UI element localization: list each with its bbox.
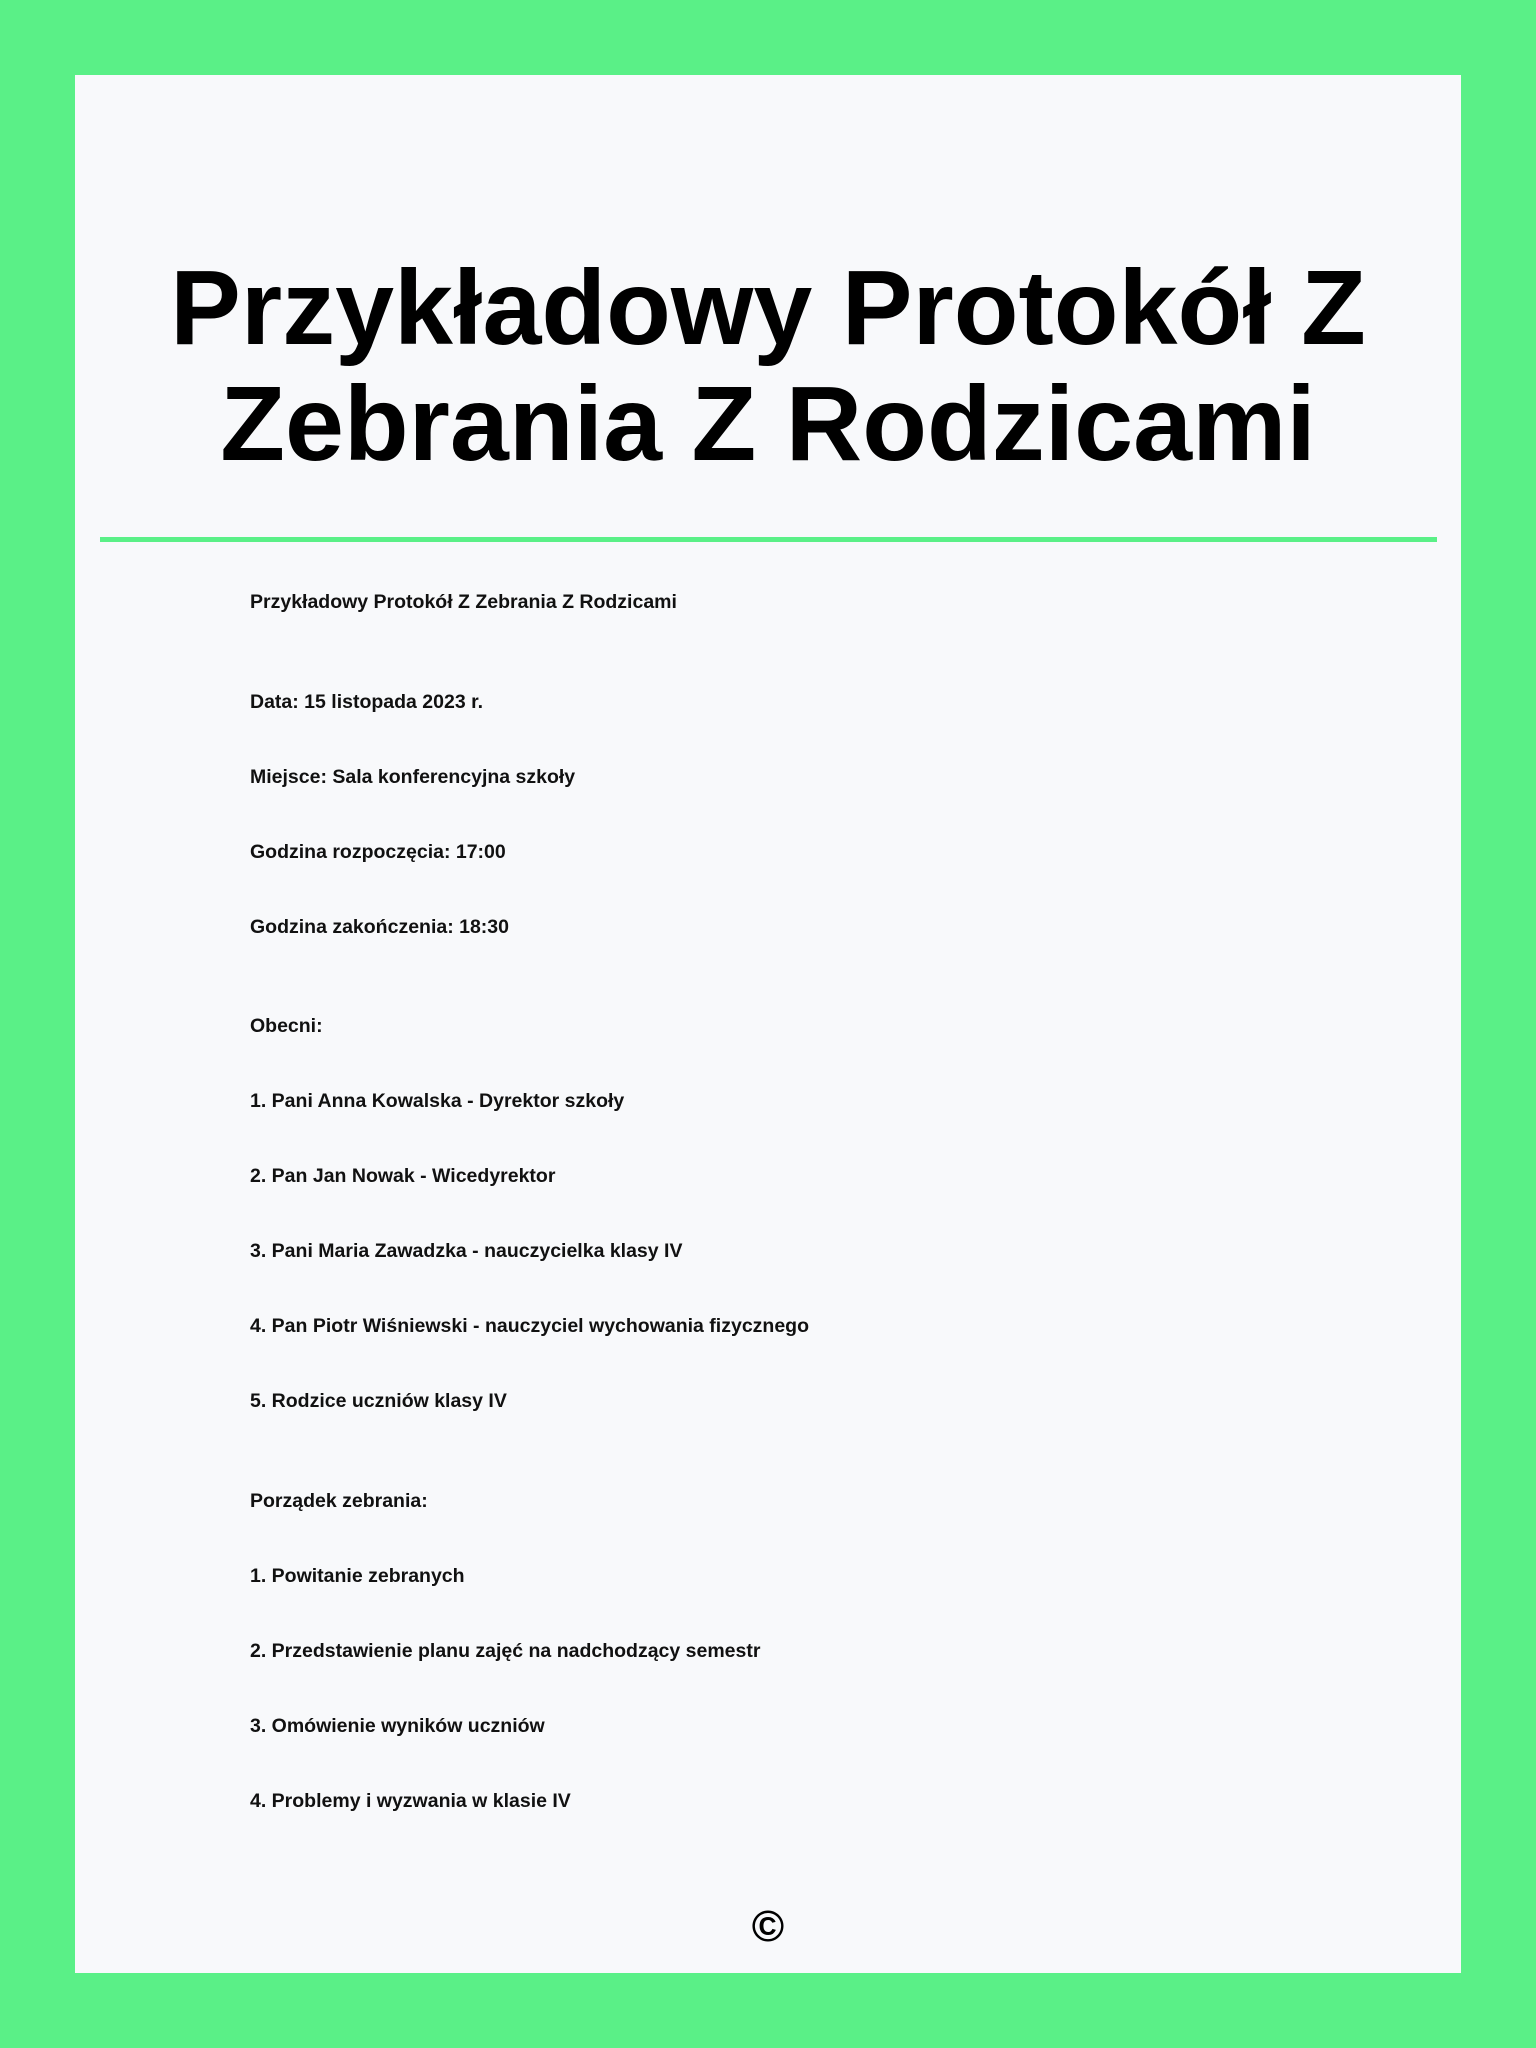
agenda-item: 4. Problemy i wyzwania w klasie IV — [250, 1790, 571, 1812]
agenda-item: 3. Omówienie wyników uczniów — [250, 1715, 545, 1737]
attendee-item: 3. Pani Maria Zawadzka - nauczycielka klasy IV — [250, 1240, 683, 1262]
attendee-item: 2. Pan Jan Nowak - Wicedyrektor — [250, 1165, 556, 1187]
title-line-1: Przykładowy Protokół Z — [170, 249, 1366, 367]
meta-end-time: Godzina zakończenia: 18:30 — [250, 916, 509, 938]
attendee-item: 1. Pani Anna Kowalska - Dyrektor szkoły — [250, 1090, 625, 1112]
meta-place: Miejsce: Sala konferencyjna szkoły — [250, 766, 576, 788]
agenda-item: 2. Przedstawienie planu zajęć na nadchodzący semestr — [250, 1640, 761, 1662]
document-subtitle: Przykładowy Protokół Z Zebrania Z Rodzicami — [250, 591, 677, 613]
title-divider — [100, 537, 1437, 542]
attendees-heading: Obecni: — [250, 1015, 323, 1037]
copyright-icon: © — [751, 1902, 785, 1951]
agenda-item: 1. Powitanie zebranych — [250, 1565, 465, 1587]
meta-start-time: Godzina rozpoczęcia: 17:00 — [250, 841, 506, 863]
agenda-heading: Porządek zebrania: — [250, 1490, 428, 1512]
title-line-2: Zebrania Z Rodzicami — [220, 365, 1316, 483]
meta-date: Data: 15 listopada 2023 r. — [250, 691, 484, 713]
page-title — [0, 250, 1536, 482]
attendee-item: 5. Rodzice uczniów klasy IV — [250, 1390, 507, 1412]
attendee-item: 4. Pan Piotr Wiśniewski - nauczyciel wychowania fizycznego — [250, 1315, 809, 1337]
